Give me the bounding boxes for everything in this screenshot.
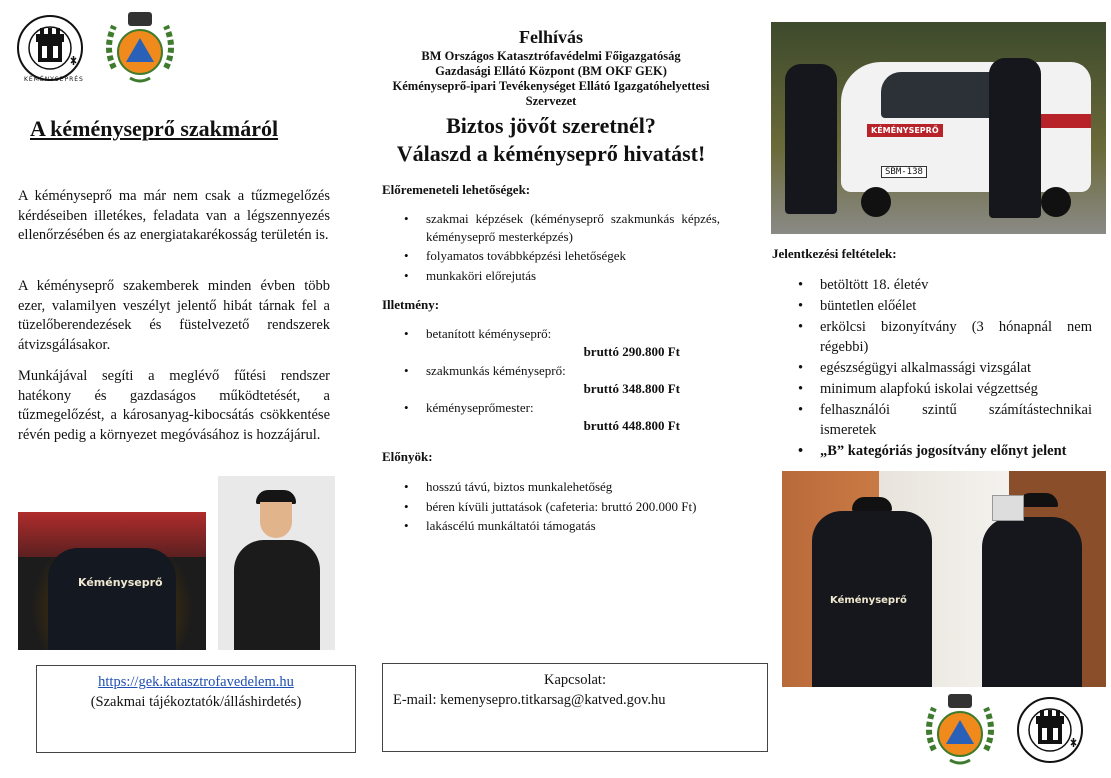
van-label: KÉMÉNYSEPRŐ — [867, 124, 943, 137]
salary-list — [398, 325, 720, 436]
requirements-title: Jelentkezési feltételek: — [772, 246, 897, 261]
list-item: • betöltött 18. életév — [798, 277, 929, 293]
jacket-back-photo — [18, 512, 206, 650]
left-paragraph-1: A kéményseprő ma már nem csak a tűzmegelőzés kérdéseiben illetékes, feladata van a légszennyezés ellenőrzésében és az energiatakarékosság területén is. — [18, 188, 330, 243]
salary-amount: bruttó 448.800 Ft — [583, 417, 680, 433]
okf-gek-logo — [1016, 696, 1084, 769]
salary-item: • betanított kéményseprő: bruttó 290.800 Ft — [398, 325, 720, 360]
contact-title: Kapcsolat: — [543, 672, 606, 688]
website-box — [36, 665, 356, 753]
list-item: • szakmai képzések (kéményseprő szakmunkás képzés, kéményseprő mesterképzés) — [404, 211, 720, 244]
portrait-photo — [218, 476, 335, 650]
disaster-management-emblem — [920, 690, 1000, 775]
org-line: Szervezet — [525, 94, 577, 108]
org-line: Kéményseprő-ipari Tevékenységet Ellátó Igazgatóhelyettesi — [392, 79, 710, 93]
website-note: (Szakmai tájékoztatók/álláshirdetés) — [90, 694, 302, 710]
jacket-print: Kéményseprő — [830, 595, 907, 606]
call-heading: Felhívás — [518, 27, 583, 47]
list-item: • béren kívüli juttatások (cafeteria: bruttó 200.000 Ft) — [404, 498, 697, 514]
left-paragraph-3: Munkájával segíti a meglévő fűtési rendszer hatékony és gazdaságos működtetését, a tűzmegelőzést, a károsanyag-kibocsátás csökkentése révén pedig a környezet megóvásához is hozzájárul. — [18, 368, 330, 443]
list-item: • „B” kategóriás jogosítvány előnyt jelent — [798, 443, 1067, 459]
left-paragraph-2: A kéményseprő szakemberek minden évben több ezer, valamilyen veszélyt jelentő hibát tárnak fel a tüzelőberendezések és füstelvezető rendszerek átvizsgálásakor. — [18, 278, 330, 353]
list-item: • büntetlen előélet — [798, 298, 917, 314]
requirements-list — [792, 275, 1092, 462]
list-item: • minimum alapfokú iskolai végzettség — [798, 381, 1038, 397]
contact-box — [382, 663, 768, 752]
list-item: • lakáscélú munkáltatói támogatás — [404, 518, 596, 533]
license-plate: SBM-138 — [881, 166, 927, 178]
benefits-title: Előnyök: — [382, 449, 433, 464]
okf-gek-logo — [16, 14, 84, 87]
website-link[interactable]: https://gek.katasztrofavedelem.hu — [98, 674, 294, 690]
list-item: • hosszú távú, biztos munkalehetőség — [404, 479, 613, 494]
left-title: A kéményseprő szakmáról — [30, 116, 279, 141]
jacket-print: Kéményseprő — [78, 576, 163, 589]
service-van-photo — [771, 22, 1106, 234]
salary-amount: bruttó 290.800 Ft — [583, 343, 680, 359]
list-item: • egészségügyi alkalmassági vizsgálat — [798, 360, 1031, 376]
salary-amount: bruttó 348.800 Ft — [583, 380, 680, 396]
salary-item: • szakmunkás kéményseprő: bruttó 348.800 Ft — [398, 362, 720, 397]
inspection-photo — [782, 471, 1106, 687]
list-item: • erkölcsi bizonyítvány (3 hónapnál nem régebbi) — [798, 319, 1092, 355]
slogan-question: Biztos jövőt szeretnél? — [446, 113, 656, 138]
advancement-title: Előremeneteli lehetőségek: — [382, 182, 531, 197]
salary-title: Illetmény: — [382, 297, 440, 312]
contact-email[interactable]: E-mail: kemenysepro.titkarsag@katved.gov.hu — [393, 692, 666, 708]
salary-item: • kéményseprőmester: bruttó 448.800 Ft — [398, 399, 720, 434]
advancement-list — [398, 210, 720, 286]
org-line: Gazdasági Ellátó Központ (BM OKF GEK) — [435, 64, 667, 78]
slogan-call: Válaszd a kéményseprő hivatást! — [396, 141, 706, 166]
okf-logo-caption: KÉMÉNYSEPRÉS — [24, 76, 84, 83]
organization-block — [382, 49, 720, 109]
list-item: • folyamatos továbbképzési lehetőségek — [404, 248, 626, 263]
org-line: BM Országos Katasztrófavédelmi Főigazgatóság — [421, 49, 681, 63]
list-item: • munkaköri előrejutás — [404, 267, 537, 283]
list-item: • felhasználói szintű számítástechnikai ismeretek — [798, 402, 1092, 438]
disaster-management-emblem — [100, 8, 180, 93]
benefits-list — [398, 478, 720, 537]
slogan — [382, 112, 720, 168]
